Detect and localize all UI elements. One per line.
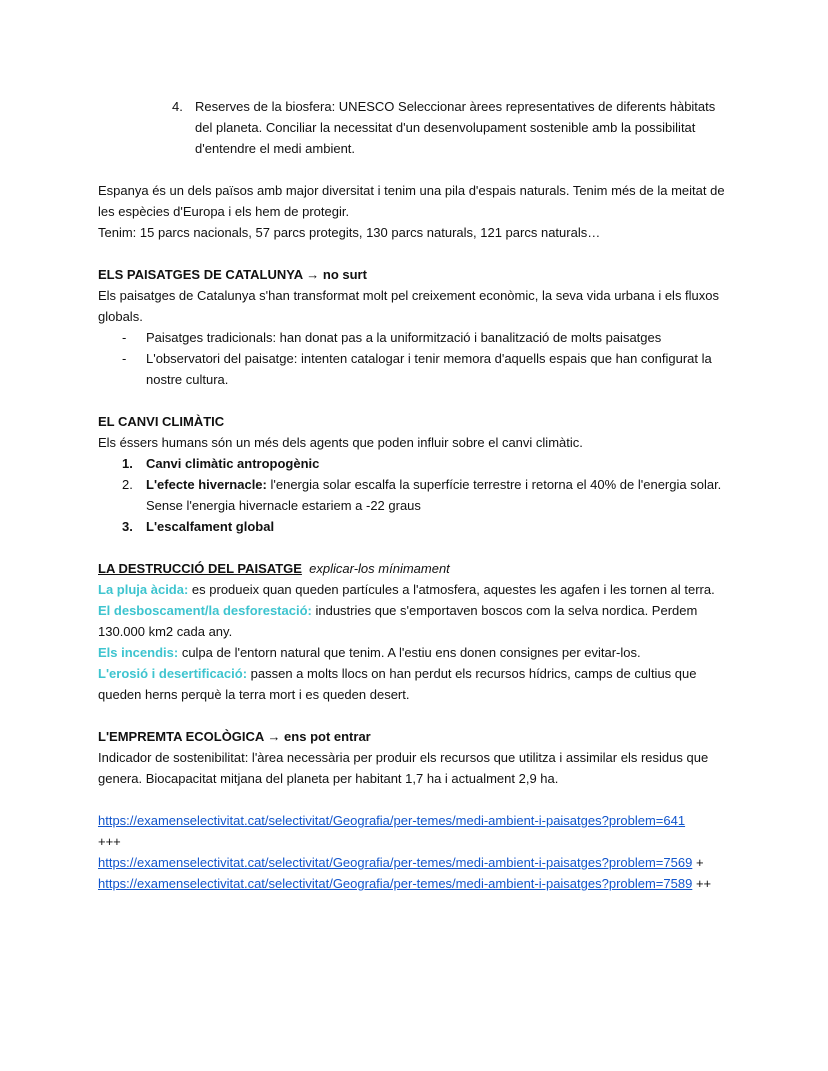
link-suffix: ++ (692, 876, 712, 891)
exam-link[interactable]: https://examenselectivitat.cat/selectivitat/Geografia/per-temes/medi-ambient-i-paisatges?problem=7569 (98, 855, 693, 870)
destruction-item (98, 663, 734, 705)
destruction-item (98, 600, 734, 642)
destruction-term: El desboscament/la desforestació: (98, 603, 312, 618)
list-item-term: L'escalfament global (146, 519, 275, 534)
spain-paragraph: Espanya és un dels països amb major diversitat i tenim una pila d'espais naturals. Tenim més de la meitat de les espècies d'Europa i els hem de protegir. (98, 183, 725, 219)
destruction-term: L'erosió i desertificació: (98, 666, 248, 681)
destruction-text: industries que s'emportaven boscos com la selva nordica. Perdem 130.000 km2 cada any. (98, 603, 698, 639)
destruction-term: Els incendis: (98, 645, 179, 660)
destruction-item (98, 579, 734, 600)
footprint-text: Indicador de sostenibilitat: l'àrea necessària per produir els recursos que utilitza i assimilar els residus que genera. Biocapacitat mitjana del planeta per habitant 1,7 ha i actualment 2,9 ha. (98, 750, 709, 786)
list-number: 1. (122, 456, 133, 471)
destruction-note: explicar-los mínimament (309, 561, 450, 576)
catalonia-intro: Els paisatges de Catalunya s'han transformat molt pel creixement econòmic, la seva vida urbana i els fluxos globals. (98, 288, 720, 324)
list-item-term: Canvi climàtic antropogènic (146, 456, 320, 471)
list-number: 2. (122, 477, 133, 492)
destruction-heading: LA DESTRUCCIÓ DEL PAISATGE (98, 561, 302, 576)
document-page (98, 96, 734, 894)
climate-list (98, 453, 734, 537)
climate-intro: Els éssers humans són un més dels agents que poden influir sobre el canvi climàtic. (98, 435, 583, 450)
list-item (98, 453, 734, 474)
list-number: 4. (172, 99, 183, 114)
list-item (98, 516, 734, 537)
dash-bullet: - (122, 330, 127, 345)
destruction-text: culpa de l'entorn natural que tenim. A l'estiu ens donen consignes per evitar-los. (178, 645, 641, 660)
catalonia-heading: ELS PAISATGES DE CATALUNYA → no surt (98, 267, 367, 282)
destruction-heading-line (98, 558, 734, 579)
list-item (98, 96, 734, 159)
destruction-term: La pluja àcida: (98, 582, 189, 597)
link-suffix: + (692, 855, 704, 870)
list-item (98, 327, 734, 348)
biosphere-text: Reserves de la biosfera: UNESCO Seleccionar àrees representatives de diferents hàbitats del planeta. Conciliar la necessitat d'un desenvolupament sostenible amb la possibilitat d'entendre el medi ambient. (195, 99, 716, 156)
exam-link[interactable]: https://examenselectivitat.cat/selectivitat/Geografia/per-temes/medi-ambient-i-paisatges?problem=7589 (98, 876, 693, 891)
footprint-heading: L'EMPREMTA ECOLÒGICA → ens pot entrar (98, 729, 371, 744)
link-line (98, 810, 734, 831)
list-item-text: l'energia solar escalfa la superfície terrestre i retorna el 40% de l'energia solar. Sense l'energia hivernacle estariem a -22 graus (146, 477, 722, 513)
spain-parks-paragraph: Tenim: 15 parcs nacionals, 57 parcs protegits, 130 parcs naturals, 121 parcs naturals… (98, 225, 601, 240)
list-item-text: L'observatori del paisatge: intenten catalogar i tenir memora d'aquells espais que han configurat la nostre cultura. (146, 351, 712, 387)
list-item (98, 348, 734, 390)
link-line (98, 873, 734, 894)
list-item-text: Paisatges tradicionals: han donat pas a la uniformització i banalització de molts paisatges (146, 330, 662, 345)
exam-link[interactable]: https://examenselectivitat.cat/selectivitat/Geografia/per-temes/medi-ambient-i-paisatges?problem=641 (98, 813, 686, 828)
list-number: 3. (122, 519, 133, 534)
climate-heading: EL CANVI CLIMÀTIC (98, 414, 225, 429)
list-item (98, 474, 734, 516)
catalonia-list (98, 327, 734, 390)
dash-bullet: - (122, 351, 127, 366)
destruction-text: es produeix quan queden partícules a l'atmosfera, aquestes les agafen i les tornen al terra. (188, 582, 715, 597)
link-suffix: +++ (98, 834, 121, 849)
biosphere-list (98, 96, 734, 159)
link-line (98, 852, 734, 873)
list-item-term: L'efecte hivernacle: (146, 477, 267, 492)
destruction-item (98, 642, 734, 663)
destruction-text: passen a molts llocs on han perdut els recursos hídrics, camps de cultius que queden herns perquè la terra mort i es queden desert. (98, 666, 697, 702)
